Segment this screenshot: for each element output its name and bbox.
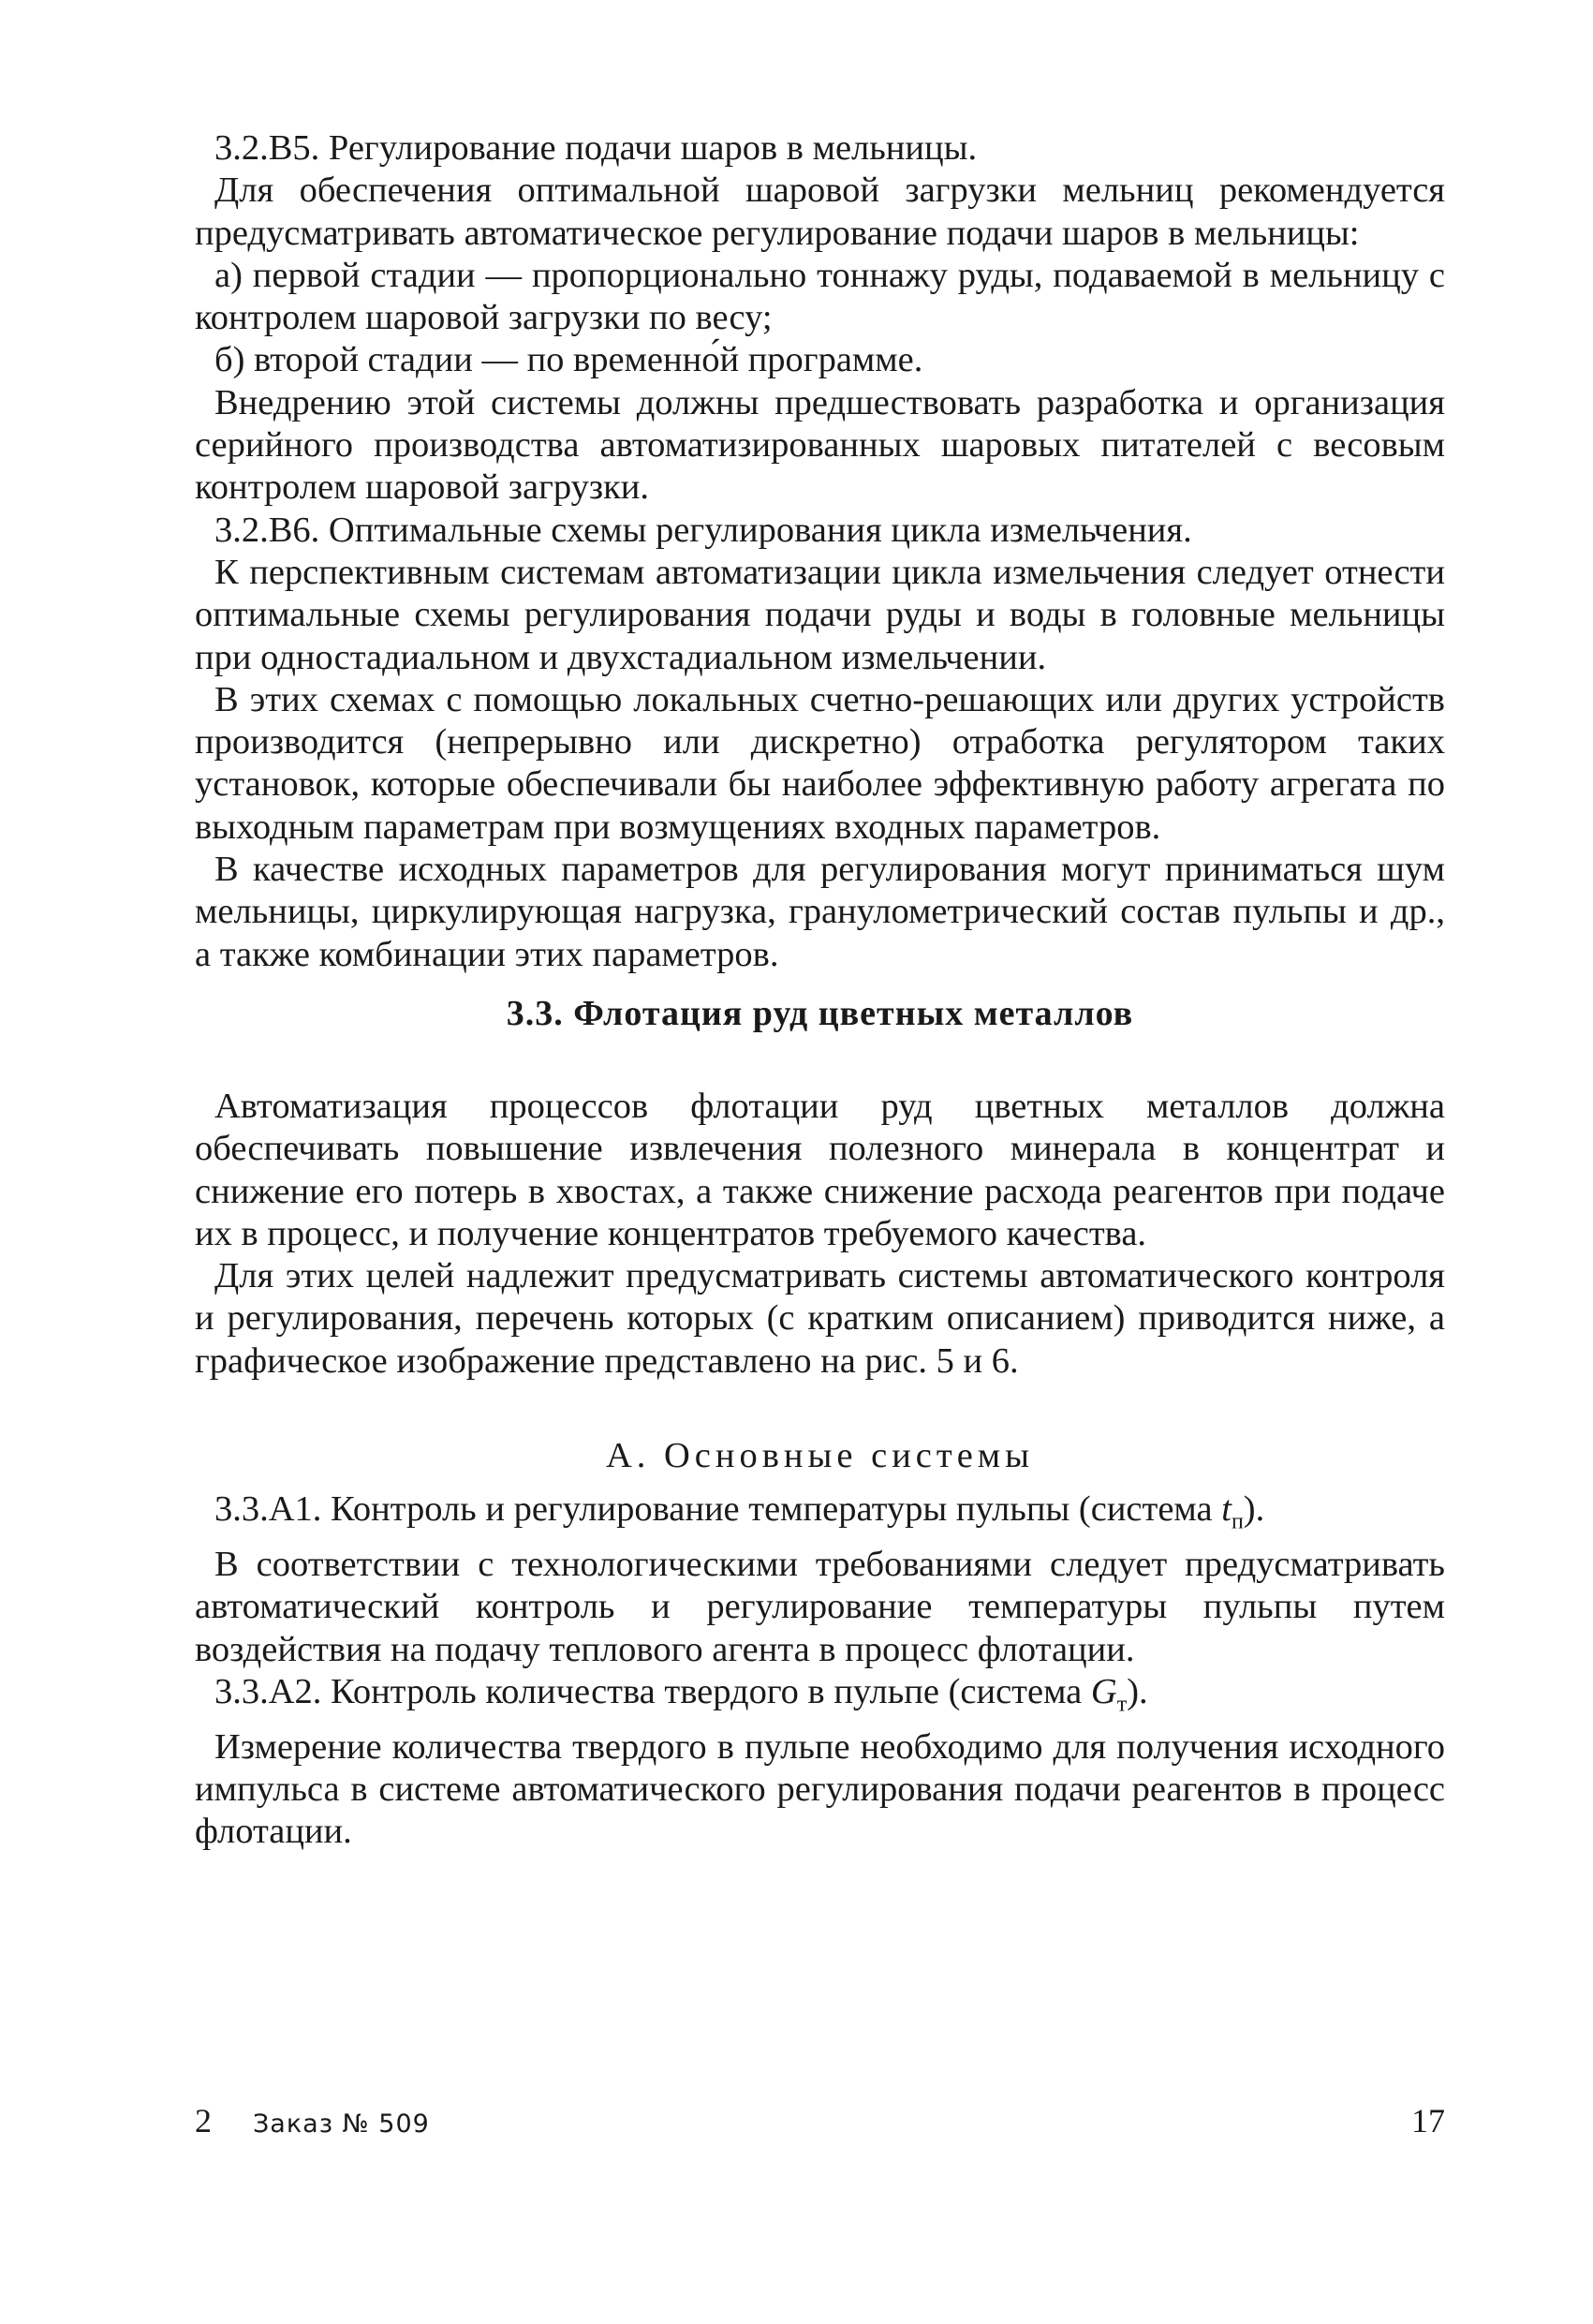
paragraph: В качестве исходных параметров для регулирования могут приниматься шум мельницы, циркулирующая нагрузка, гранулометрический состав пульпы и др., а также комбинации этих параметров. — [195, 850, 1445, 974]
clause-text: 3.3.А1. Контроль и регулирование температуры пульпы (система — [214, 1489, 1222, 1530]
page-number: 17 — [1411, 2102, 1445, 2139]
paragraph: 3.2.В6. Оптимальные схемы регулирования цикла измельчения. — [214, 510, 1192, 550]
symbol: t — [1221, 1489, 1232, 1530]
subsection-heading: А. Основные системы — [605, 1436, 1035, 1476]
order-number: Заказ № 509 — [253, 2109, 430, 2139]
page-body — [195, 127, 1445, 1854]
clause-tail: ). — [1243, 1489, 1265, 1530]
clause-heading — [195, 1671, 1445, 1726]
signature-mark: 2 — [195, 2102, 212, 2139]
clause-heading — [195, 1488, 1445, 1544]
paragraph: К перспективным системам автоматизации цикла измельчения следует отнести оптимальные схемы регулирования подачи руды и воды в головные мельницы при одностадиальном и двухстадиальном измельчении. — [195, 552, 1445, 677]
clause-text: 3.3.А2. Контроль количества твердого в пульпе (система — [214, 1671, 1091, 1711]
paragraph: Измерение количества твердого в пульпе необходимо для получения исходного импульса в системе автоматического регулирования подачи реагентов в процесс флотации. — [195, 1726, 1445, 1852]
list-item: б) второй стадии — по временно́й программе. — [214, 340, 923, 380]
symbol-subscript: п — [1231, 1509, 1244, 1534]
paragraph: В этих схемах с помощью локальных счетно-решающих или других устройств производится (непрерывно или дискретно) отработка регулятором таких установок, которые обеспечивали бы наиболее эффективную работу агрегата по выходным параметрам при возмущениях входных параметров. — [195, 679, 1445, 847]
section-heading: 3.3. Флотация руд цветных металлов — [506, 993, 1134, 1033]
list-item: а) первой стадии — пропорционально тоннажу руды, подаваемой в мельницу с контролем шаровой загрузки по весу; — [195, 255, 1445, 338]
paragraph: В соответствии с технологическими требованиями следует предусматривать автоматический контроль и регулирование температуры пульпы путем воздействия на подачу теплового агента в процесс флотации. — [195, 1545, 1445, 1669]
paragraph: Для этих целей надлежит предусматривать системы автоматического контроля и регулирования, перечень которых (с кратким описанием) приводится ниже, а графическое изображение представлено на рис. 5 и 6. — [195, 1256, 1445, 1381]
clause-tail: ). — [1127, 1671, 1148, 1711]
paragraph: Автоматизация процессов флотации руд цветных металлов должна обеспечивать повышение извлечения полезного минерала в концентрат и снижение его потерь в хвостах, а также снижение расхода реагентов при подаче их в процесс, и получение концентратов требуемого качества. — [195, 1086, 1445, 1253]
paragraph: 3.2.В5. Регулирование подачи шаров в мельницы. — [214, 128, 978, 168]
symbol-subscript: т — [1116, 1692, 1128, 1717]
symbol: G — [1090, 1671, 1117, 1711]
paragraph: Внедрению этой системы должны предшествовать разработка и организация серийного производства автоматизированных шаровых питателей с весовым контролем шаровой загрузки. — [195, 382, 1445, 508]
paragraph: Для обеспечения оптимальной шаровой загрузки мельниц рекомендуется предусматривать автоматическое регулирование подачи шаров в мельницы: — [195, 170, 1445, 253]
